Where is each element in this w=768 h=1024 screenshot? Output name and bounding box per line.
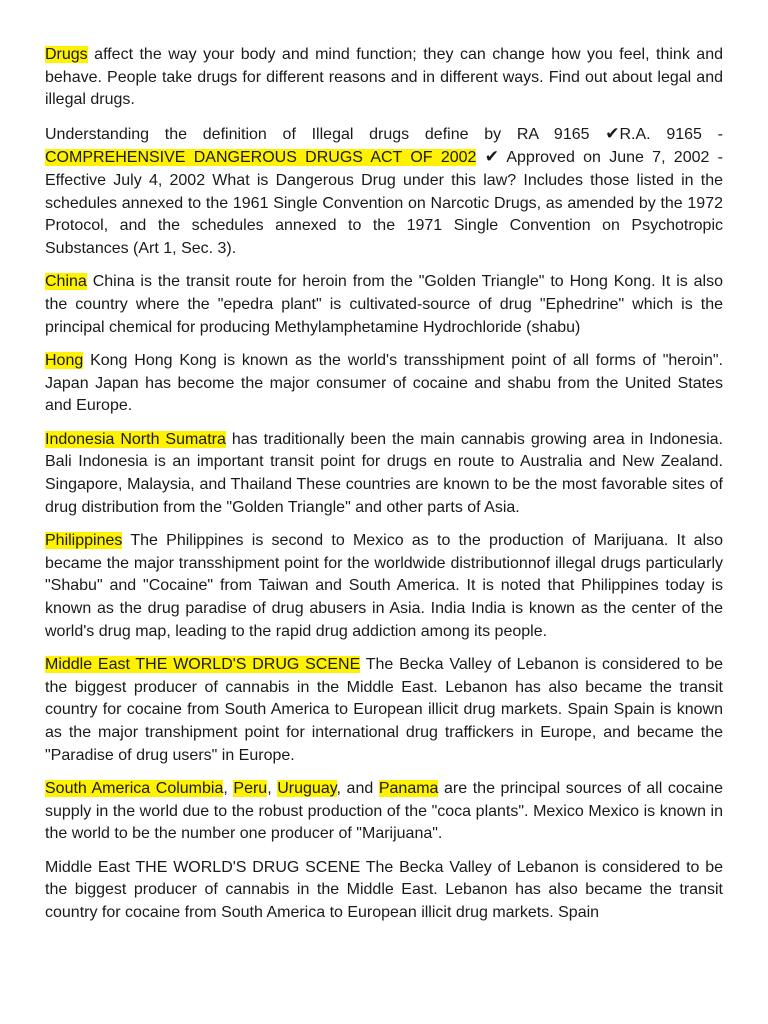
paragraph-text: Middle East THE WORLD'S DRUG SCENE The Becka Valley of Lebanon is considered to be the biggest producer of cannabis in the Middle East. Lebanon has also became the transit country for cocaine from South America to European illicit drug markets. Spain bbox=[45, 858, 723, 921]
paragraph-china bbox=[45, 271, 723, 339]
paragraph-ra9165 bbox=[45, 123, 723, 261]
highlight-uruguay: Uruguay bbox=[277, 779, 337, 797]
paragraph-indonesia bbox=[45, 429, 723, 520]
paragraph-philippines bbox=[45, 530, 723, 644]
paragraph-text: has traditionally been the main cannabis growing area in Indonesia. Bali Indonesia is an important transit point for drugs en route to Australia and New Zealand. Singapore, Malaysia, and Thailand These countries are known to be the most favorable sites of drug distribution from the "Golden Triangle" and other parts of Asia. bbox=[45, 430, 724, 516]
highlight-china: China bbox=[45, 273, 87, 291]
paragraph-hong-kong bbox=[45, 350, 723, 418]
highlight-peru: Peru bbox=[233, 779, 268, 797]
paragraph-south-america: South America Columbia, Peru, Uruguay, and Panama are the principal sources of all cocaine supply in the world due to the robust production of the "coca plants". Mexico Mexico is known in the world to be the number one producer of "Marijuana". bbox=[45, 779, 724, 843]
paragraph-text: The Becka Valley of Lebanon is considered to be the biggest producer of cannabis in the Middle East. Lebanon has also became the transit country for cocaine from South America to European illicit drug markets. Spain Spain is known as the major transhipment point for international drug traffickers in Europe, and became the "Paradise of drug users" in Europe. bbox=[45, 655, 723, 764]
highlight-indonesia: Indonesia North Sumatra bbox=[45, 430, 226, 448]
checkmark-icon: ✔ bbox=[484, 147, 499, 168]
checkmark-icon: ✔ bbox=[605, 123, 620, 144]
paragraph-text: Kong Hong Kong is known as the world's transshipment point of all forms of "heroin". Japan Japan has become the major consumer of cocaine and shabu from the United States and Europe. bbox=[45, 351, 723, 415]
paragraph-text: Approved on June 7, 2002 - Effective July 4, 2002 What is Dangerous Drug under this law? Includes those listed in the schedules annexed to the 1961 Single Convention on Narcotic Drugs, as amended by the 1972 Protocol, and the schedules annexed to the 1971 Single Convention on Psychotropic Substances (Art 1, Sec. 3). bbox=[45, 149, 723, 258]
highlight-south-america: South America Columbia bbox=[45, 779, 224, 797]
paragraph-text: are the principal sources of all cocaine supply in the world due to the robust production of the "coca plants". Mexico Mexico is known in the world to be the number one producer of "Marijuana". bbox=[45, 779, 724, 843]
paragraph-text: affect the way your body and mind function; they can change how you feel, think and behave. People take drugs for different reasons and in different ways. Find out about legal and illegal drugs. bbox=[45, 46, 723, 109]
document-body bbox=[45, 44, 723, 935]
paragraph-drugs bbox=[45, 44, 723, 112]
paragraph-text: The Philippines is second to Mexico as to the production of Marijuana. It also became the major transshipment point for the worldwide distributionnof illegal drugs particularly "Shabu" and "Cocaine" from Taiwan and South America. It is noted that Philippines today is known as the drug paradise of drug abusers in Asia. India India is known as the center of the world's drug map, leading to the rapid drug addiction among its people. bbox=[45, 531, 723, 640]
highlight-middle-east: Middle East THE WORLD'S DRUG SCENE bbox=[45, 655, 361, 673]
highlight-hong: Hong bbox=[45, 351, 84, 369]
paragraph-middle-east-repeat bbox=[45, 857, 723, 925]
paragraph-text: R.A. 9165 - bbox=[619, 125, 723, 143]
highlight-act-title: COMPREHENSIVE DANGEROUS DRUGS ACT OF 2002 bbox=[45, 149, 477, 167]
highlight-philippines: Philippines bbox=[45, 531, 123, 549]
paragraph-middle-east bbox=[45, 654, 723, 768]
paragraph-text: China is the transit route for heroin from the "Golden Triangle" to Hong Kong. It is also the country where the "epedra plant" is cultivated-source of drug "Ephedrine" which is the principal chemical for producing Methylamphetamine Hydrochloride (shabu) bbox=[45, 273, 723, 336]
highlight-panama: Panama bbox=[378, 779, 439, 797]
highlight-drugs: Drugs bbox=[45, 46, 88, 63]
paragraph-text: Understanding the definition of Illegal drugs define by RA 9165 bbox=[45, 125, 606, 143]
